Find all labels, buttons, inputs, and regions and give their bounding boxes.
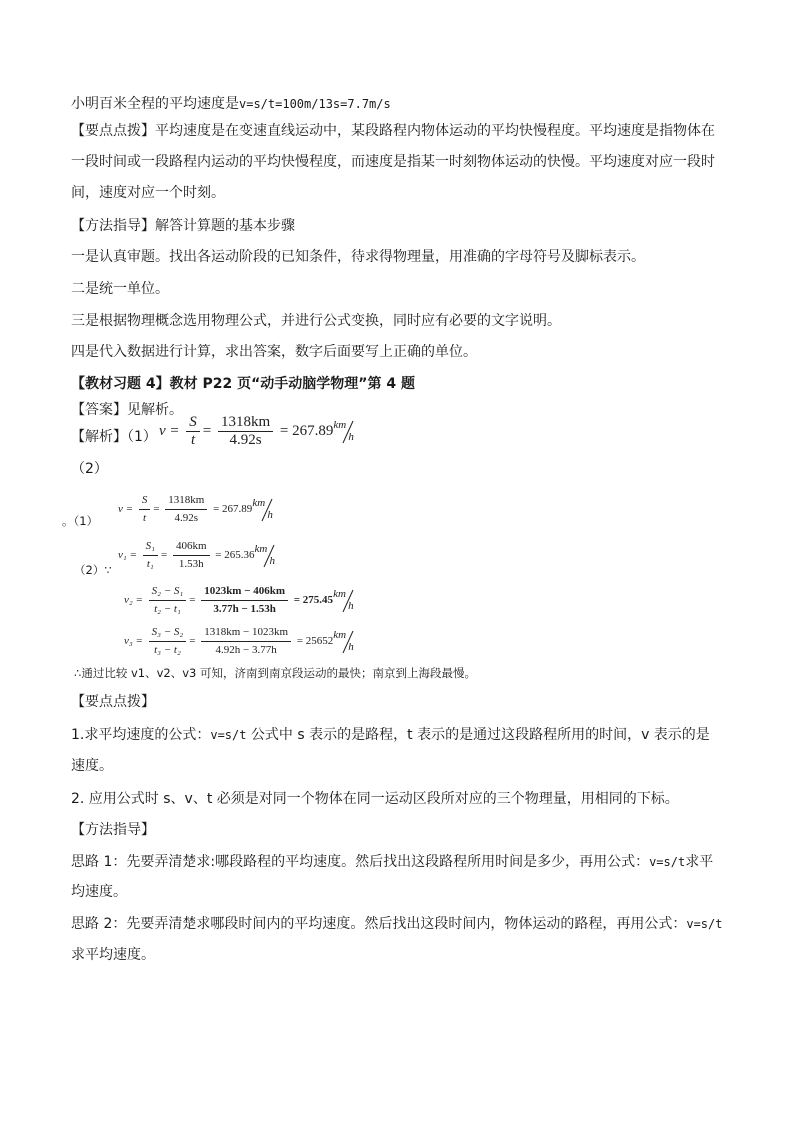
tip2-line-3: 2. 应用公式时 s、v、t 必须是对同一个物体在同一运动区段所对应的三个物理量，用相同的下标。 [71,791,679,807]
f3-v: v₂ = [124,594,143,607]
f4-s: S₃ − S₂ [149,624,187,642]
analysis-line [71,427,157,447]
idea-1-formula: v=s/t [649,855,686,869]
main-unit-bottom: h [348,430,354,443]
f1-unit-top: km [252,496,266,509]
f3-result: = 275.45 [293,594,334,607]
f2-v: v₁ = [118,549,137,562]
method2-heading: 【方法指导】 [71,822,155,838]
step-3: 三是根据物理概念选用物理公式，并进行公式变换，同时应有必要的文字说明。 [71,313,561,329]
exercise-heading: 【教材习题 4】教材 P22 页“动手动脑学物理”第 4 题 [71,376,415,392]
main-unit-top: km [333,418,347,431]
tip-heading: 【要点点拨】 [71,123,155,139]
f1-t: t [143,512,147,524]
tip-text-2: 一段时间或一段路程内运动的平均快慢程度，而速度是指某一时刻物体运动的快慢。平均速度对应一段时 [71,154,715,170]
main-fraction-s-t [186,414,200,449]
tip-text-1: 平均速度是在变速直线运动中，某段路程内物体运动的平均快慢程度。平均速度是指物体在 [155,123,715,139]
f4-den: 4.92h − 3.77h [215,644,277,656]
small-label-2: （2）∵ [74,563,112,577]
idea-1-tail: 求平 [685,854,714,870]
f4-unit-bottom: h [348,640,354,653]
idea-1-line-2: 均速度。 [71,884,127,900]
tip2-heading: 【要点点拨】 [71,694,155,710]
tip-text-3: 间，速度对应一个时刻。 [71,185,225,201]
f2-fraction-s-t [143,538,158,573]
f4-fraction-s-t [149,624,187,659]
tip-line-3 [71,183,225,203]
idea-2-formula: v=s/t [686,917,723,931]
method-line [71,216,295,236]
method-heading: 【方法指导】 [71,218,155,234]
main-t: t [190,432,196,448]
idea-2-line-2: 求平均速度。 [71,947,155,963]
idea-2-line-1 [71,914,722,934]
f3-unit [333,588,359,614]
f2-t: t₁ [146,558,154,570]
f1-num: 1318km [165,492,207,510]
f3-s: S₂ − S₁ [149,583,187,601]
analysis-heading: 【解析】 [71,429,127,445]
avg-speed-text: 小明百米全程的平均速度是 [71,96,239,112]
f1-result: = 267.89 [213,503,253,516]
f4-unit [333,629,359,655]
tip2-line-1 [71,725,710,745]
analysis-part-2: （2） [71,461,108,477]
f2-s: S₁ [143,538,158,556]
formula-1: v = $\frac{S}{t}$ = $\frac{1318km}{4.92s}$ = 267.89 km h [118,492,278,527]
tip2-text-1c: 公式中 s 表示的是路程，t 表示的是通过这段路程所用的时间，v 表示的是 [246,727,710,743]
answer-text: 见解析。 [127,402,183,418]
f3-unit-bottom: h [348,599,354,612]
f3-fraction-s-t [149,583,187,618]
avg-speed-formula: v=s/t=100m/13s=7.7m/s [239,97,391,111]
f4-fraction-values [201,624,291,659]
f2-unit [254,543,280,569]
f3-unit-top: km [333,587,346,600]
tip2-formula: v=s/t [210,728,247,742]
answer-heading: 【答案】 [71,402,127,418]
f1-fraction-s-t [139,492,151,527]
main-unit [333,419,359,445]
main-den: 4.92s [229,432,262,448]
main-formula-v: v = [159,422,180,439]
f4-unit-top: km [333,628,347,641]
main-num: 1318km [218,414,273,432]
f4-result: = 25652 [296,635,334,648]
f1-unit [252,497,278,523]
step-1: 一是认真审题。找出各运动阶段的已知条件，待求得物理量，用准确的字母符号及脚标表示。 [71,249,645,265]
f2-unit-bottom: h [269,554,275,567]
method-title: 解答计算题的基本步骤 [155,218,295,234]
main-fraction-values [218,414,273,449]
f1-v: v = [118,503,134,516]
main-s: S [186,414,200,432]
idea-1-text: 思路 1：先要弄清楚求:哪段路程的平均速度。然后找出这段路程所用时间是多少，再用公式： [71,854,650,870]
tip-line-2 [71,152,715,172]
main-result: = 267.89 [279,422,334,439]
tip2-line-2: 速度。 [71,758,113,774]
f3-num: 1023km − 406km [201,583,288,601]
f2-num: 406km [173,538,210,556]
f1-fraction-values [165,492,207,527]
avg-speed-line [71,94,391,114]
formula-3: v₂ = $\frac{\text{S₂ − S₁}}{\text{t₂ − t₁}}$ = $\frac{1023km - 406km}{3.77h - 1.53h}$ = 275.45 km h [124,583,359,618]
analysis-part-1: （1） [127,429,157,445]
f3-t: t₂ − t₁ [154,603,181,615]
f1-unit-bottom: h [267,508,273,521]
main-formula: v = $\frac{S}{t}$ = $\frac{1318km}{4.92s}$ = 267.89 km h [159,414,359,449]
f4-t: t₃ − t₂ [154,644,181,656]
f1-den: 4.92s [174,512,199,524]
conclusion-line: ∴通过比较 v1、v2、v3 可知，济南到南京段运动的最快；南京到上海段最慢。 [74,666,476,680]
formula-2: v₁ = $\frac{\text{S₁}}{\text{t₁}}$ = $\frac{406km}{1.53h}$ = 265.36 km h [118,538,280,573]
f4-v: v₃ = [124,635,143,648]
step-2: 二是统一单位。 [71,281,169,297]
f2-result: = 265.36 [215,549,255,562]
f2-unit-top: km [254,542,268,555]
tip2-text-1a: 1.求平均速度的公式： [71,727,211,743]
step-4: 四是代入数据进行计算，求出答案，数字后面要写上正确的单位。 [71,344,477,360]
idea-1-line-1 [71,852,713,872]
f3-den: 3.77h − 1.53h [213,603,276,615]
f2-den: 1.53h [178,558,204,570]
f3-fraction-values [201,583,288,618]
formula-4: v₃ = $\frac{\text{S₃ − S₂}}{\text{t₃ − t₂}}$ = $\frac{1318km - 1023km}{4.92h - 3.77h}$ = 25652 km h [124,624,359,659]
idea-2-text: 思路 2：先要弄清楚求哪段时间内的平均速度。然后找出这段时间内，物体运动的路程，再用公式： [71,916,687,932]
f1-s: S [139,492,151,510]
small-label-1: 。（1） [62,514,99,528]
tip-line-1 [71,121,715,141]
f2-fraction-values [173,538,210,573]
f4-num: 1318km − 1023km [201,624,291,642]
